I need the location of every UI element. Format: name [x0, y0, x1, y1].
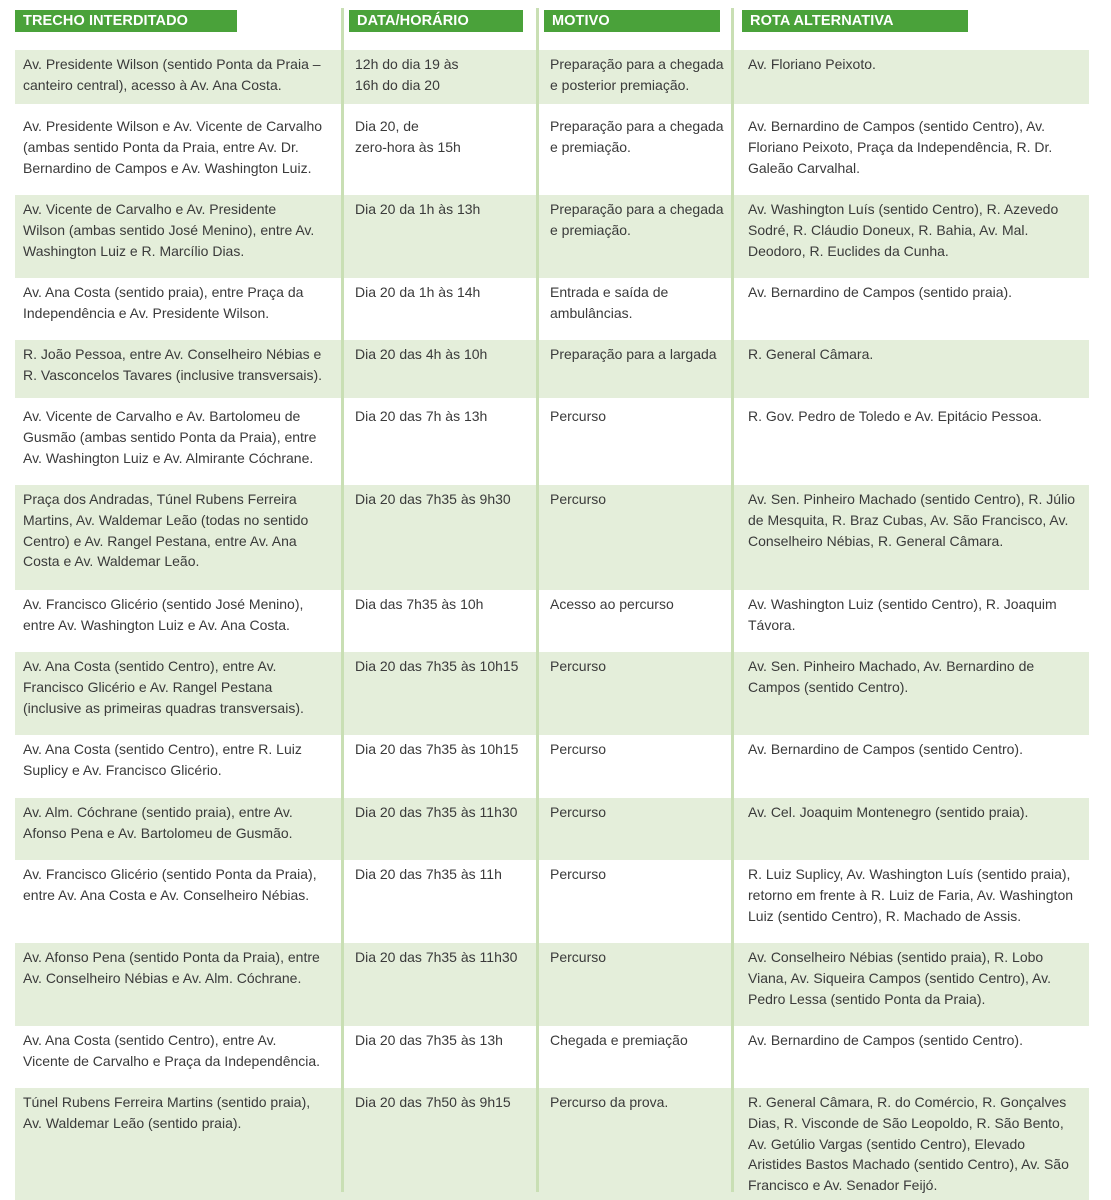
table-row [15, 1088, 1089, 1200]
table-row [15, 485, 1089, 590]
cell-trecho: Av. Vicente de Carvalho e Av. Presidente Wilson (ambas sentido José Menino), entre Av. Washington Luiz e R. Marcílio Dias. [23, 201, 315, 259]
cell-motivo: Percurso [550, 658, 607, 674]
cell-rota: Av. Cel. Joaquim Montenegro (sentido praia). [748, 804, 1029, 820]
cell-horario: Dia 20 das 7h35 às 9h30 [355, 491, 511, 507]
cell-trecho: Av. Alm. Cóchrane (sentido praia), entre Av. Afonso Pena e Av. Bartolomeu de Gusmão. [23, 804, 293, 841]
cell-trecho: Av. Presidente Wilson e Av. Vicente de Carvalho (ambas sentido Ponta da Praia, entre Av. Dr. Bernardino de Campos e Av. Washington Luiz. [23, 118, 323, 176]
table-row [15, 943, 1089, 1026]
column-divider [536, 8, 539, 1192]
cell-horario: 12h do dia 19 às 16h do dia 20 [355, 56, 459, 93]
cell-rota: Av. Bernardino de Campos (sentido Centro). [748, 741, 1023, 757]
header-motivo: MOTIVO [544, 10, 720, 32]
cell-rota: R. Gov. Pedro de Toledo e Av. Epitácio Pessoa. [748, 408, 1042, 424]
cell-rota: R. General Câmara, R. do Comércio, R. Gonçalves Dias, R. Visconde de São Leopoldo, R. São Bento, Av. Getúlio Vargas (sentido Centro), Elevado Aristides Bastos Machado (sentido Centro), Av. São Francisco e Av. Senador Feijó. [748, 1094, 1069, 1194]
cell-horario: Dia 20 das 7h35 às 11h30 [355, 804, 518, 820]
cell-horario: Dia 20 das 4h às 10h [355, 346, 488, 362]
cell-rota: Av. Washington Luiz (sentido Centro), R. Joaquim Távora. [748, 596, 1057, 633]
cell-trecho: Praça dos Andradas, Túnel Rubens Ferreira Martins, Av. Waldemar Leão (todas no sentido Centro) e Av. Rangel Pestana, entre Av. Ana Costa e Av. Waldemar Leão. [23, 491, 309, 570]
cell-trecho: Av. Vicente de Carvalho e Av. Bartolomeu de Gusmão (ambas sentido Ponta da Praia), entre Av. Washington Luiz e Av. Almirante Cóchrane. [23, 408, 317, 466]
cell-motivo: Preparação para a chegada e premiação. [550, 118, 724, 155]
cell-trecho: Av. Ana Costa (sentido Centro), entre R. Luiz Suplicy e Av. Francisco Glicério. [23, 741, 302, 778]
cell-trecho: Túnel Rubens Ferreira Martins (sentido praia), Av. Waldemar Leão (sentido praia). [23, 1094, 311, 1131]
cell-horario: Dia das 7h35 às 10h [355, 596, 484, 612]
cell-rota: Av. Bernardino de Campos (sentido Centro). [748, 1032, 1023, 1048]
cell-motivo: Percurso [550, 491, 607, 507]
header-data-horario: DATA/HORÁRIO [349, 10, 523, 32]
cell-trecho: Av. Afonso Pena (sentido Ponta da Praia), entre Av. Conselheiro Nébias e Av. Alm. Cóchrane. [23, 949, 320, 986]
table-row [15, 590, 1089, 652]
table-row [15, 735, 1089, 798]
cell-motivo: Percurso [550, 408, 607, 424]
cell-horario: Dia 20 das 7h35 às 11h30 [355, 949, 518, 965]
table-row [15, 1026, 1089, 1088]
table-row [15, 50, 1089, 104]
cell-rota: Av. Floriano Peixoto. [748, 56, 876, 72]
cell-motivo: Acesso ao percurso [550, 596, 674, 612]
cell-horario: Dia 20, de zero-hora às 15h [355, 118, 461, 155]
cell-motivo: Percurso [550, 866, 607, 882]
cell-motivo: Preparação para a largada [550, 346, 717, 362]
cell-horario: Dia 20 das 7h50 às 9h15 [355, 1094, 511, 1110]
cell-trecho: Av. Francisco Glicério (sentido José Menino), entre Av. Washington Luiz e Av. Ana Costa. [23, 596, 304, 633]
cell-horario: Dia 20 das 7h35 às 11h [355, 866, 502, 882]
cell-trecho: Av. Ana Costa (sentido praia), entre Praça da Independência e Av. Presidente Wilson. [23, 284, 304, 321]
cell-trecho: Av. Francisco Glicério (sentido Ponta da Praia), entre Av. Ana Costa e Av. Conselheiro Nébias. [23, 866, 317, 903]
cell-trecho: Av. Ana Costa (sentido Centro), entre Av. Vicente de Carvalho e Praça da Independência. [23, 1032, 321, 1069]
cell-motivo: Chegada e premiação [550, 1032, 688, 1048]
cell-horario: Dia 20 da 1h às 13h [355, 201, 481, 217]
cell-motivo: Percurso [550, 949, 607, 965]
table-header [15, 10, 1089, 32]
table-row [15, 860, 1089, 943]
table-row [15, 798, 1089, 860]
cell-motivo: Percurso [550, 804, 607, 820]
cell-horario: Dia 20 das 7h35 às 10h15 [355, 658, 519, 674]
cell-horario: Dia 20 das 7h35 às 13h [355, 1032, 503, 1048]
cell-motivo: Preparação para a chegada e posterior premiação. [550, 56, 724, 93]
table-row [15, 340, 1089, 398]
cell-motivo: Preparação para a chegada e premiação. [550, 201, 724, 238]
cell-motivo: Entrada e saída de ambulâncias. [550, 284, 669, 321]
cell-motivo: Percurso da prova. [550, 1094, 669, 1110]
cell-horario: Dia 20 da 1h às 14h [355, 284, 481, 300]
cell-trecho: Av. Ana Costa (sentido Centro), entre Av. Francisco Glicério e Av. Rangel Pestana (inclusive as primeiras quadras transversais). [23, 658, 304, 716]
table-row [15, 112, 1089, 195]
column-divider [731, 8, 734, 1192]
cell-rota: Av. Washington Luís (sentido Centro), R. Azevedo Sodré, R. Cláudio Doneux, R. Bahia, Av. Mal. Deodoro, R. Euclides da Cunha. [748, 201, 1059, 259]
cell-rota: Av. Bernardino de Campos (sentido praia). [748, 284, 1013, 300]
column-divider [341, 8, 344, 1192]
cell-motivo: Percurso [550, 741, 607, 757]
table-row [15, 652, 1089, 735]
cell-horario: Dia 20 das 7h35 às 10h15 [355, 741, 519, 757]
table-row [15, 195, 1089, 278]
cell-rota: Av. Bernardino de Campos (sentido Centro), Av. Floriano Peixoto, Praça da Independência, R. Dr. Galeão Carvalhal. [748, 118, 1053, 176]
cell-rota: R. Luiz Suplicy, Av. Washington Luís (sentido praia), retorno em frente à R. Luiz de Faria, Av. Washington Luiz (sentido Centro), R. Machado de Assis. [748, 866, 1074, 924]
cell-trecho: Av. Presidente Wilson (sentido Ponta da Praia – canteiro central), acesso à Av. Ana Costa. [23, 56, 321, 93]
cell-rota: R. General Câmara. [748, 346, 874, 362]
table-row [15, 402, 1089, 485]
cell-rota: Av. Sen. Pinheiro Machado (sentido Centro), R. Júlio de Mesquita, R. Braz Cubas, Av. São Francisco, Av. Conselheiro Nébias, R. General Câmara. [748, 491, 1076, 549]
cell-rota: Av. Sen. Pinheiro Machado, Av. Bernardino de Campos (sentido Centro). [748, 658, 1035, 695]
cell-rota: Av. Conselheiro Nébias (sentido praia), R. Lobo Viana, Av. Siqueira Campos (sentido Centro), Av. Pedro Lessa (sentido Ponta da Praia). [748, 949, 1051, 1007]
table-row [15, 278, 1089, 340]
header-rota-alternativa: ROTA ALTERNATIVA [742, 10, 968, 32]
cell-horario: Dia 20 das 7h às 13h [355, 408, 488, 424]
cell-trecho: R. João Pessoa, entre Av. Conselheiro Nébias e R. Vasconcelos Tavares (inclusive transversais). [23, 346, 323, 383]
header-trecho-interditado: TRECHO INTERDITADO [15, 10, 237, 32]
